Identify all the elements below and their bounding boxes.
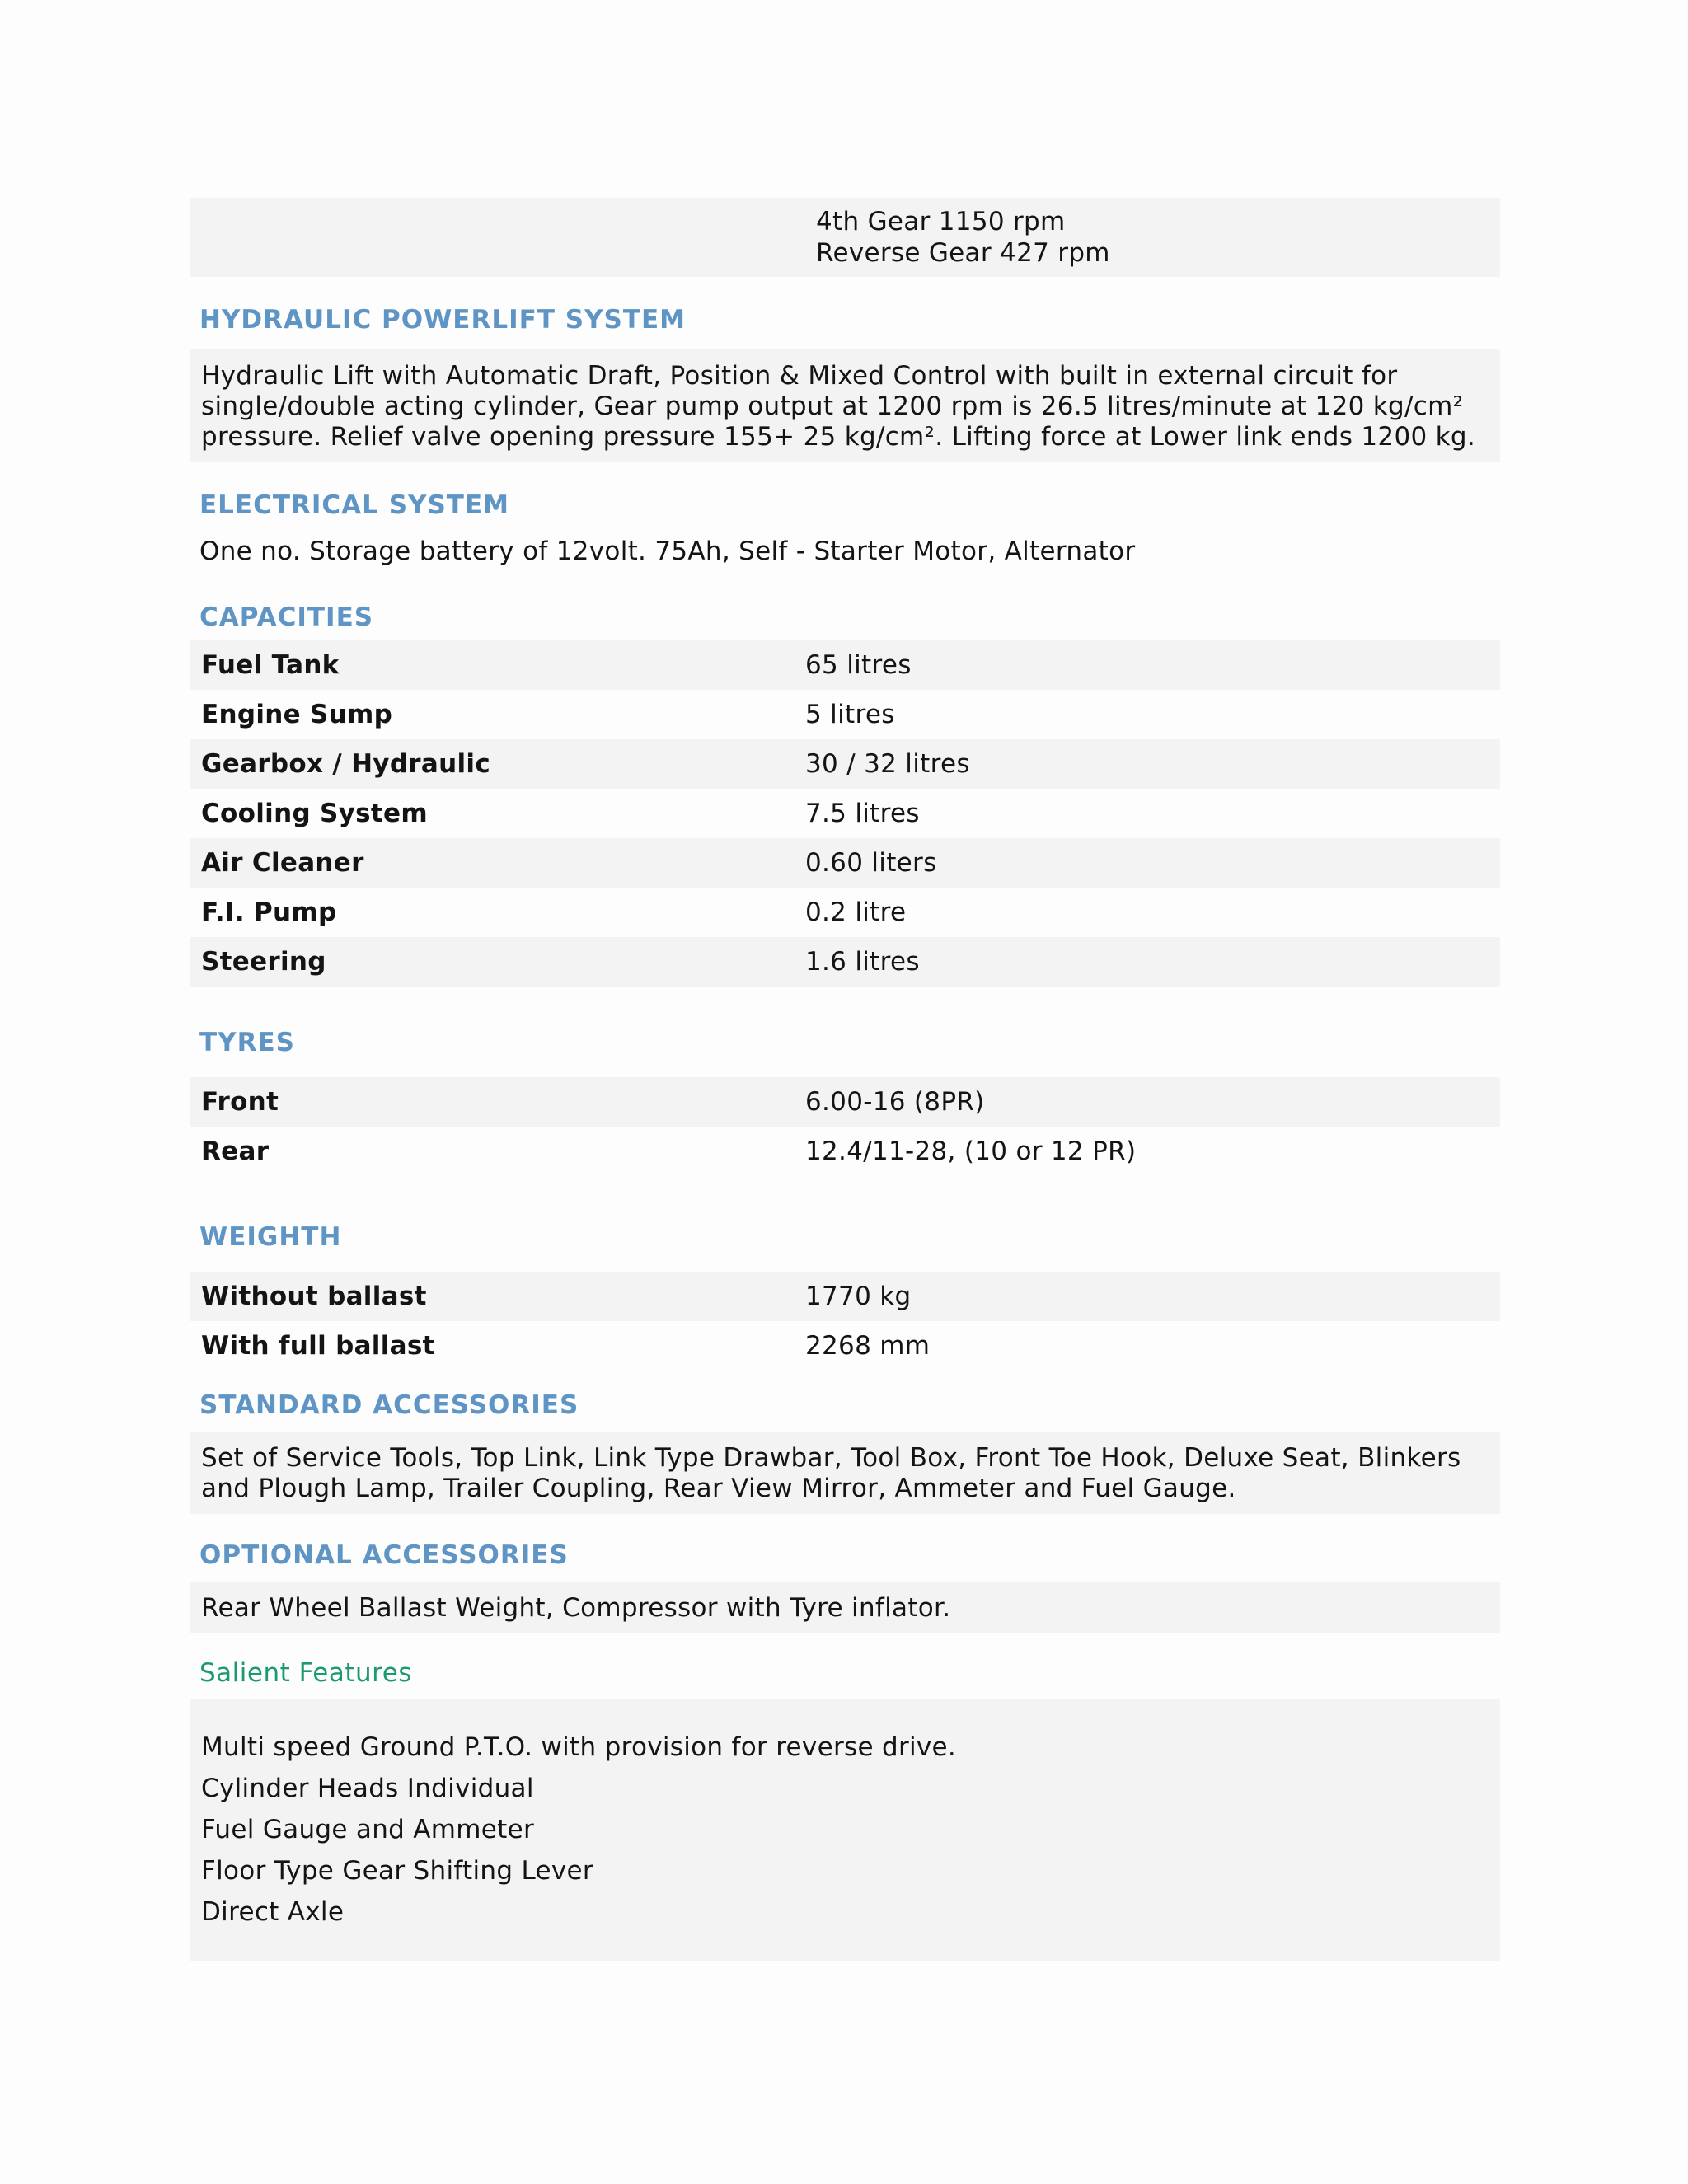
spec-page bbox=[190, 198, 1500, 1961]
row-label: Gearbox / Hydraulic bbox=[201, 749, 491, 779]
section-title-weighth: WEIGHTH bbox=[199, 1222, 342, 1252]
row-label: With full ballast bbox=[201, 1331, 435, 1361]
section-title-tyres: TYRES bbox=[199, 1028, 295, 1057]
section-title-optional-accessories: OPTIONAL ACCESSORIES bbox=[199, 1540, 569, 1570]
list-item: Fuel Gauge and Ammeter bbox=[201, 1815, 535, 1844]
row-label: Fuel Tank bbox=[201, 650, 340, 680]
row-value: 0.60 liters bbox=[805, 848, 937, 878]
row-label: Cooling System bbox=[201, 799, 428, 828]
list-item: Cylinder Heads Individual bbox=[201, 1774, 534, 1803]
section-title-electrical: ELECTRICAL SYSTEM bbox=[199, 490, 509, 520]
row-value: 2268 mm bbox=[805, 1331, 931, 1361]
row-label: F.I. Pump bbox=[201, 898, 337, 927]
row-label: Front bbox=[201, 1087, 279, 1117]
weighth-table bbox=[190, 1272, 1500, 1371]
hydraulic-description: Hydraulic Lift with Automatic Draft, Position & Mixed Control with built in external circuit for single/double acting cylinder, Gear pump output at 1200 rpm is 26.5 litres/minute at 120 kg/cm² pressure. Relief valve opening pressure 155+ 25 kg/cm². Lifting force at Lower link ends 1200 kg. bbox=[190, 349, 1500, 462]
gear-speed-line: Reverse Gear 427 rpm bbox=[816, 238, 1110, 268]
row-label: Rear bbox=[201, 1137, 270, 1166]
table-row bbox=[190, 888, 1500, 937]
row-label: Steering bbox=[201, 947, 326, 977]
row-label: Air Cleaner bbox=[201, 848, 364, 878]
row-value: 5 litres bbox=[805, 700, 895, 729]
optional-accessories-description: Rear Wheel Ballast Weight, Compressor with Tyre inflator. bbox=[190, 1582, 1500, 1633]
row-label: Engine Sump bbox=[201, 700, 393, 729]
row-value: 7.5 litres bbox=[805, 799, 920, 828]
section-title-standard-accessories: STANDARD ACCESSORIES bbox=[199, 1390, 579, 1420]
list-item: Direct Axle bbox=[201, 1897, 345, 1927]
list-item: Multi speed Ground P.T.O. with provision for reverse drive. bbox=[201, 1732, 957, 1762]
table-row bbox=[190, 1321, 1500, 1371]
capacities-table bbox=[190, 640, 1500, 987]
table-row bbox=[190, 1272, 1500, 1321]
table-row bbox=[190, 1127, 1500, 1176]
standard-accessories-description: Set of Service Tools, Top Link, Link Type Drawbar, Tool Box, Front Toe Hook, Deluxe Seat, Blinkers and Plough Lamp, Trailer Coupling, Rear View Mirror, Ammeter and Fuel Gauge. bbox=[190, 1432, 1500, 1514]
gear-speeds-block bbox=[190, 198, 1500, 277]
row-value: 0.2 litre bbox=[805, 898, 907, 927]
table-row bbox=[190, 739, 1500, 789]
section-title-hydraulic: HYDRAULIC POWERLIFT SYSTEM bbox=[199, 305, 687, 335]
salient-features-list bbox=[190, 1699, 1500, 1961]
row-value: 12.4/11-28, (10 or 12 PR) bbox=[805, 1137, 1137, 1166]
electrical-description: One no. Storage battery of 12volt. 75Ah, Self - Starter Motor, Alternator bbox=[199, 537, 1136, 566]
section-title-capacities: CAPACITIES bbox=[199, 602, 374, 632]
gear-speed-line: 4th Gear 1150 rpm bbox=[816, 207, 1066, 237]
row-value: 30 / 32 litres bbox=[805, 749, 970, 779]
table-row bbox=[190, 838, 1500, 888]
table-row bbox=[190, 1077, 1500, 1127]
row-value: 1.6 litres bbox=[805, 947, 920, 977]
row-label: Without ballast bbox=[201, 1282, 427, 1311]
row-value: 65 litres bbox=[805, 650, 912, 680]
table-row bbox=[190, 937, 1500, 987]
table-row bbox=[190, 789, 1500, 838]
table-row bbox=[190, 690, 1500, 739]
section-title-salient-features: Salient Features bbox=[199, 1658, 412, 1688]
row-value: 6.00-16 (8PR) bbox=[805, 1087, 985, 1117]
row-value: 1770 kg bbox=[805, 1282, 912, 1311]
tyres-table bbox=[190, 1077, 1500, 1176]
list-item: Floor Type Gear Shifting Lever bbox=[201, 1856, 593, 1886]
table-row bbox=[190, 640, 1500, 690]
